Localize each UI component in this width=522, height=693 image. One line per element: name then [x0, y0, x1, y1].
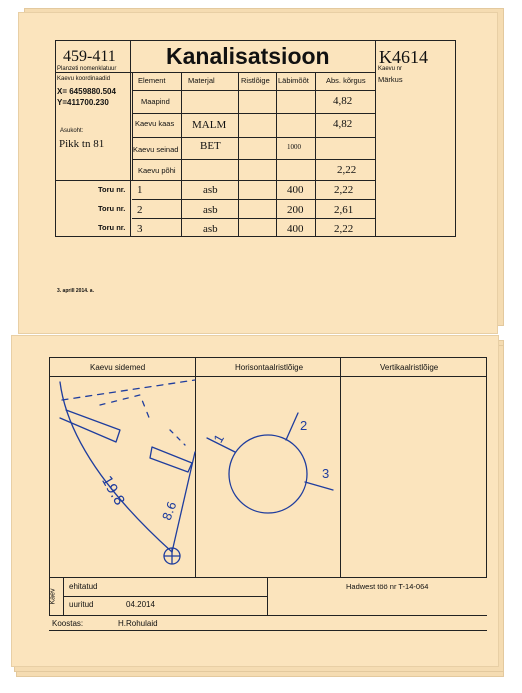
- col-element: Element: [138, 76, 166, 85]
- col-notes: Märkus: [378, 75, 403, 84]
- row-element: Kaevu seinad: [133, 145, 179, 154]
- pipe-label: Toru nr.: [98, 185, 126, 194]
- pipe-number-label: 3: [322, 466, 330, 481]
- row-diameter: 1000: [287, 143, 301, 151]
- col-vertical-section: Vertikaalristlõige: [380, 363, 439, 372]
- well-section-icon: [229, 435, 307, 513]
- dashed-edge: [100, 395, 150, 420]
- page-title: Kanalisatsioon: [166, 43, 330, 69]
- distance-label: 19.8: [97, 473, 128, 509]
- author-label: Koostas:: [52, 619, 84, 628]
- work-note: Hadwest töö nr T-14-064: [346, 582, 429, 591]
- pipe-height: 2,22: [334, 184, 354, 196]
- col-material: Materjal: [188, 76, 215, 85]
- pipe-diameter: 400: [287, 184, 304, 196]
- col-cross-section: Ristlõige: [241, 76, 270, 85]
- col-height: Abs. kõrgus: [326, 76, 366, 85]
- y-coordinate: Y=411700.230: [57, 98, 109, 107]
- distance-label: 8.6: [159, 499, 180, 523]
- pipe-number: 3: [137, 223, 143, 235]
- pipe-label: Toru nr.: [98, 223, 126, 232]
- pipe-height: 2,22: [334, 223, 354, 235]
- col-horizontal-section: Horisontaalristlõige: [235, 363, 304, 372]
- pipe-diameter: 400: [287, 223, 304, 235]
- author: H.Rohulaid: [118, 619, 158, 628]
- row-height: 4,82: [333, 118, 353, 130]
- pipe-label: Toru nr.: [98, 204, 126, 213]
- row-element: Kaevu põhi: [138, 166, 176, 175]
- survey-line-main: [60, 382, 172, 552]
- dashed-edge: [170, 430, 185, 445]
- row-height: 4,82: [333, 95, 353, 107]
- coords-label: Kaevu koordinaadid: [57, 76, 111, 82]
- x-coordinate: X= 6459880.504: [57, 87, 116, 96]
- measured-label: uuritud: [69, 600, 94, 609]
- pipe-arrow-3: [305, 482, 333, 490]
- pipe-number-label: 2: [300, 418, 308, 433]
- row-height: 2,22: [337, 164, 357, 176]
- pipe-number: 2: [137, 204, 143, 216]
- col-diameter: Läbimõõt: [278, 76, 309, 85]
- pipe-diameter: 200: [287, 204, 304, 216]
- plan-number: 459-411: [63, 48, 116, 65]
- date-stamp: 3. aprill 2014. a.: [57, 288, 94, 294]
- pipe-number-label: 1: [210, 431, 227, 446]
- row-element: Kaevu kaas: [135, 119, 175, 128]
- row-material: MALM: [192, 119, 227, 131]
- well-number: K4614: [379, 47, 428, 67]
- pipe-material: asb: [203, 184, 218, 196]
- building-outline: [60, 410, 120, 442]
- pipe-arrow-2: [286, 413, 298, 440]
- row-element: Maapind: [141, 97, 170, 106]
- measured-date: 04.2014: [126, 600, 155, 609]
- pipe-material: asb: [203, 223, 218, 235]
- pipe-material: asb: [203, 204, 218, 216]
- row-material: BET: [200, 140, 221, 152]
- plan-number-label: Planzeti nomenklatuur: [57, 66, 117, 72]
- pipe-number: 1: [137, 184, 143, 196]
- side-label: Kaev: [49, 588, 57, 605]
- built-label: ehitatud: [69, 582, 98, 591]
- pipe-height: 2,61: [334, 204, 354, 216]
- address-label: Asukoht:: [60, 128, 84, 134]
- dashed-edge: [62, 380, 195, 400]
- address: Pikk tn 81: [59, 138, 105, 150]
- well-number-label: Kaevu nr: [378, 66, 403, 72]
- building-outline-2: [150, 447, 192, 472]
- col-well-links: Kaevu sidemed: [90, 363, 146, 372]
